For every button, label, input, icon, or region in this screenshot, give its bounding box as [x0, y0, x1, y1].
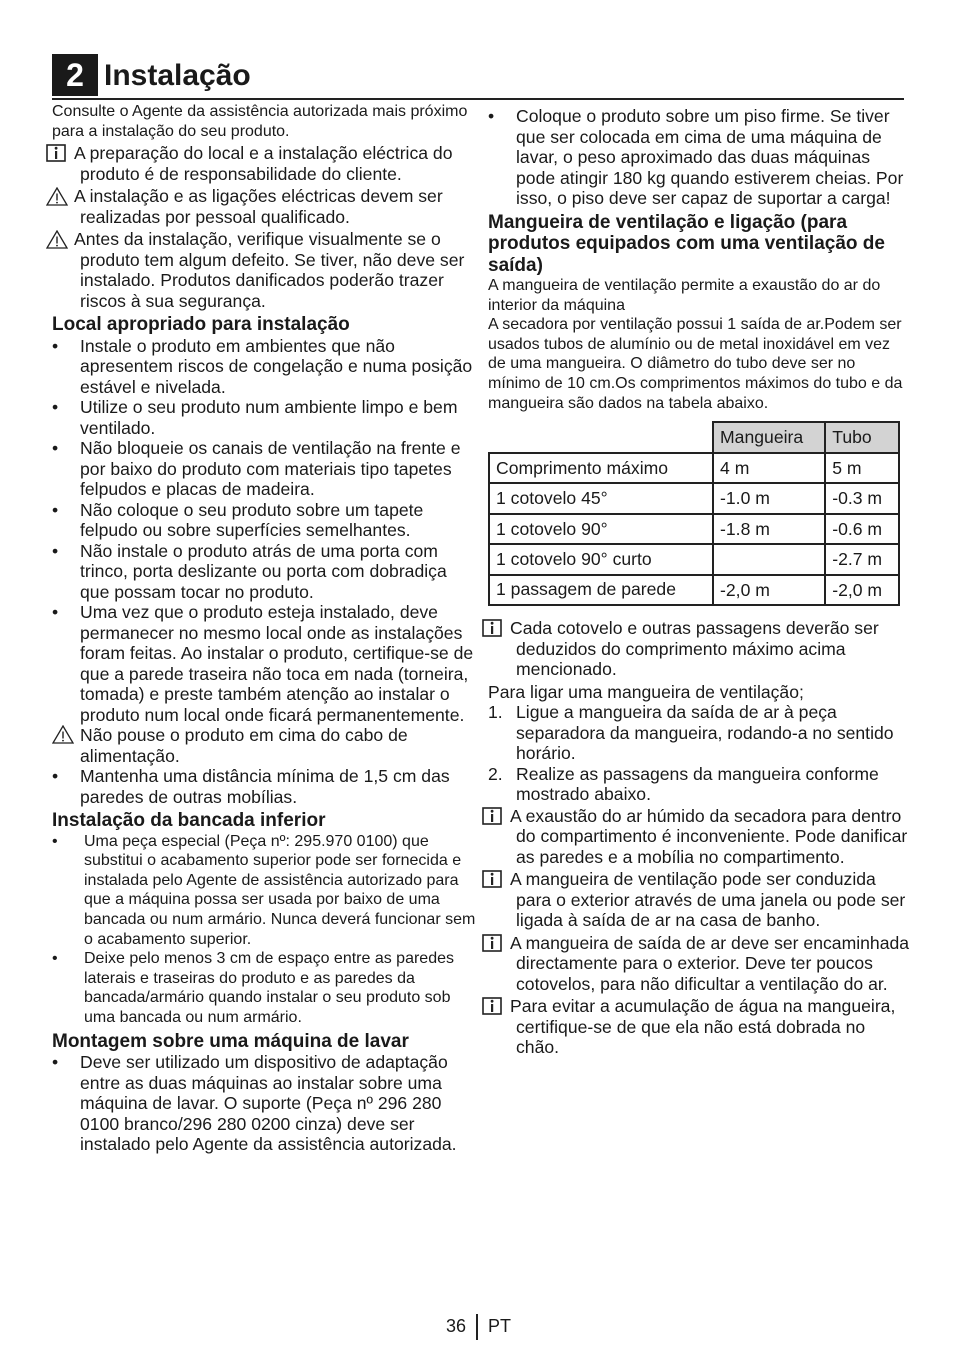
- section-heading: Mangueira de ventilação e ligação (para produtos equipados com uma ventilação de saída): [488, 211, 885, 276]
- list-item: • Mantenha uma distância mínima de 1,5 cm das paredes de outras mobílias.: [52, 766, 450, 807]
- note-item: [52, 186, 476, 227]
- left-column: [52, 102, 476, 1155]
- table-row: 1 cotovelo 45° -1.0 m -0.3 m: [489, 483, 899, 514]
- table-row: Comprimento máximo 4 m 5 m: [489, 453, 899, 484]
- table-header-row: [489, 422, 899, 453]
- note-item: A mangueira de ventilação pode ser conduzida para o exterior através de uma janela ou pode ser ligada à saída de ar na casa de banho.: [488, 869, 912, 931]
- warning-icon: [52, 725, 74, 749]
- note-item: Para evitar a acumulação de água na mangueira, certifique-se de que ela não está dobrada no chão.: [488, 996, 912, 1058]
- list-item: • Deve ser utilizado um dispositivo de adaptação entre as duas máquinas ao instalar sobre uma máquina de lavar. O suporte (Peça nº 296 280 0100 branco/296 280 0200 cinza) deve ser instalado pelo Agente da assistência autorizada.: [52, 1052, 457, 1155]
- right-column: [488, 102, 912, 1060]
- step-item: 2. Realize as passagens da mangueira conforme mostrado abaixo.: [488, 763, 879, 805]
- list-item: • Utilize o seu produto num ambiente limpo e bem ventilado.: [52, 397, 458, 438]
- section-heading: Montagem sobre uma máquina de lavar: [52, 1030, 409, 1052]
- intro-text: Consulte o Agente da assistência autorizada mais próximo para a instalação do seu produto.: [52, 103, 468, 140]
- info-icon: [488, 934, 502, 957]
- note-item: A mangueira de saída de ar deve ser encaminhada directamente para o exterior. Deve ter poucos cotovelos, para não dificultar a ventilação do ar.: [488, 933, 912, 995]
- list-item: • Coloque o produto sobre um piso firme. Se tiver que ser colocada em cima de uma máquina de lavar, o peso aproximado das duas máquinas pode atingir 180 kg quando estiverem cheias. Por isso, o piso deve ser capaz de suportar a carga!: [488, 106, 904, 208]
- chapter-number: 2: [52, 54, 98, 96]
- footer-divider: [476, 1314, 478, 1340]
- warning-icon: [52, 230, 68, 254]
- note-item: Cada cotovelo e outras passagens deverão ser deduzidos do comprimento máximo acima mencionado.: [488, 618, 912, 680]
- info-icon: [52, 144, 66, 167]
- note-item: [52, 143, 476, 184]
- list-item: • Uma peça especial (Peça nº: 295.970 0100) que substitui o acabamento superior pode ser fornecida e instalada pelo Agente de assistência autorizado para que a máquina possa ser usada por baixo de uma bancada ou num armário. Nunca deverá funcionar sem o acabamento superior.: [52, 832, 476, 948]
- info-icon: [488, 870, 502, 893]
- warning-icon: [52, 187, 68, 211]
- chapter-title: Instalação: [104, 59, 251, 92]
- vent-paragraph: A mangueira de ventilação permite a exaustão do ar do interior da máquina: [488, 277, 881, 314]
- note-text: Antes da instalação, verifique visualmente se o produto tem algum defeito. Se tiver, não deve ser instalado. Produtos danificados poderão trazer riscos à sua segurança.: [74, 229, 465, 311]
- section-heading: Instalação da bancada inferior: [52, 810, 326, 832]
- table-row: 1 cotovelo 90° curto -2.7 m: [489, 544, 899, 575]
- list-item: • Uma vez que o produto esteja instalado, deve permanecer no mesmo local onde as instalações foram feitas. Ao instalar o produto, certifique-se de que a parede traseira não toca em nada (torneira, tomada) e preste também atenção ao instalar o produto num local onde ficará permanentemente.: [52, 602, 474, 725]
- list-item: • Não bloqueie os canais de ventilação na frente e por baixo do produto com materiais tipo tapetes felpudos e placas de madeira.: [52, 438, 461, 500]
- list-item: • Deixe pelo menos 3 cm de espaço entre as paredes laterais e traseiras do produto e as paredes da bancada/armário quando instalar o seu produto sob uma bancada ou num armário.: [52, 950, 454, 1027]
- chapter-header: [52, 52, 904, 100]
- note-item: A exaustão do ar húmido da secadora para dentro do compartimento é inconveniente. Pode danificar as paredes e a mobília no compartimento.: [488, 806, 912, 868]
- warning-item: Não pouse o produto em cima do cabo de alimentação.: [52, 725, 476, 766]
- note-text: A preparação do local e a instalação eléctrica do produto é de responsabilidade do cliente.: [74, 143, 453, 184]
- section-heading: Local apropriado para instalação: [52, 314, 350, 336]
- table-row: 1 passagem de parede -2,0 m -2,0 m: [489, 575, 899, 606]
- connect-intro: Para ligar uma mangueira de ventilação;: [488, 681, 804, 702]
- vent-paragraph: A secadora por ventilação possui 1 saída de ar.Podem ser usados tubos de alumínio ou de metal inoxidável em vez de uma mangueira. O diâmetro do tubo deve ser no mínimo de 10 cm.Os comprimentos máximos do tubo e da mangueira são dados na tabela abaixo.: [488, 316, 903, 412]
- info-icon: [488, 619, 502, 642]
- table-header: Tubo: [825, 422, 899, 453]
- list-item: • Não instale o produto atrás de uma porta com trinco, porta deslizante ou porta com dobradiça que possam tocar no produto.: [52, 540, 447, 602]
- note-text: A instalação e as ligações eléctricas devem ser realizadas por pessoal qualificado.: [74, 186, 443, 227]
- language-code: PT: [488, 1315, 512, 1336]
- info-icon: [488, 997, 502, 1020]
- table-row: 1 cotovelo 90° -1.8 m -0.6 m: [489, 514, 899, 545]
- length-table: [488, 421, 900, 606]
- info-icon: [488, 807, 502, 830]
- page-footer: [446, 1314, 511, 1340]
- list-item: • Não coloque o seu produto sobre um tapete felpudo ou sobre superfícies semelhantes.: [52, 499, 424, 541]
- step-item: 1. Ligue a mangueira da saída de ar à peça separadora da mangueira, rodando-a no sentido horário.: [488, 702, 894, 764]
- page-number: 36: [446, 1315, 467, 1336]
- list-item: • Instale o produto em ambientes que não apresentem riscos de congelação e numa posição estável e nivelada.: [52, 335, 473, 397]
- table-header: Mangueira: [713, 422, 825, 453]
- note-item: [52, 229, 476, 311]
